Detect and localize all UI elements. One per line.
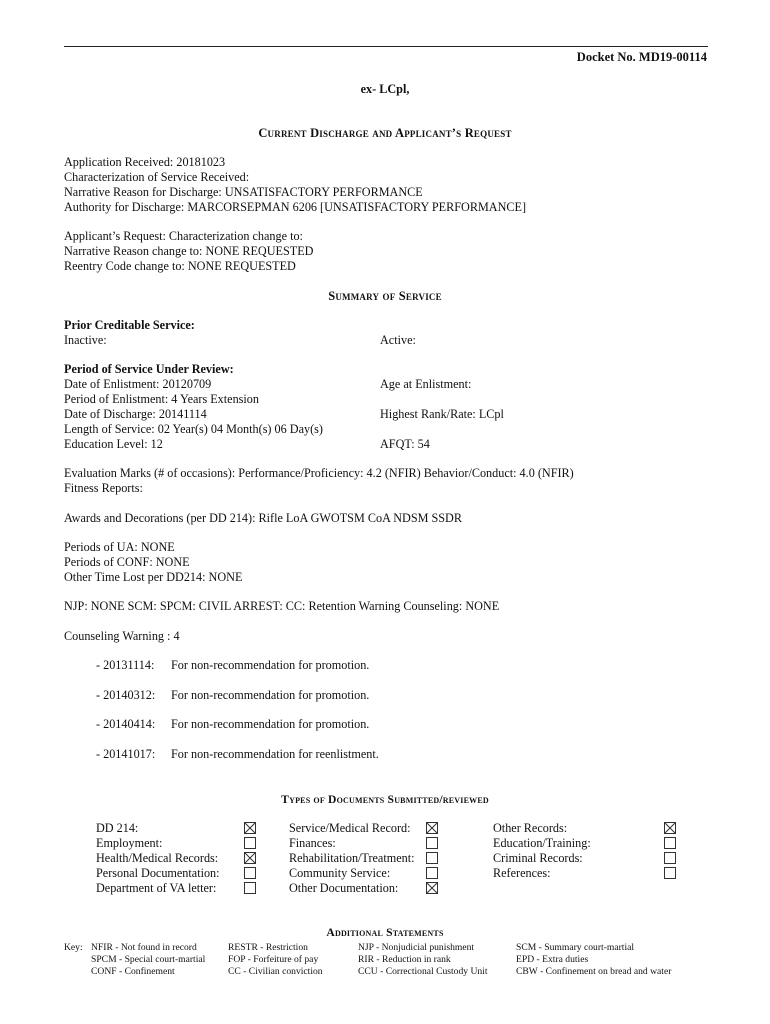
current-discharge-heading: Current Discharge and Applicant’s Request [258, 126, 512, 140]
counseling-date: - 20131114: [96, 658, 155, 672]
periods-of-conf: Periods of CONF: NONE [64, 555, 190, 569]
age-at-enlistment: Age at Enlistment: [380, 377, 472, 391]
header-rule [64, 46, 708, 47]
doc-checkbox[interactable] [426, 867, 438, 879]
check-x-icon [427, 823, 437, 833]
check-x-icon [245, 823, 255, 833]
doc-checkbox[interactable] [664, 852, 676, 864]
njp-line: NJP: NONE SCM: SPCM: CIVIL ARREST: CC: Retention Warning Counseling: NONE [64, 599, 500, 613]
key-entry: CCU - Correctional Custody Unit [358, 966, 488, 977]
doc-checkbox[interactable] [664, 837, 676, 849]
docket-number: Docket No. MD19-00114 [576, 50, 707, 64]
summary-heading: Summary of Service [328, 289, 442, 303]
key-entry: CC - Civilian conviction [228, 966, 323, 977]
reentry-code-change: Reentry Code change to: NONE REQUESTED [64, 259, 296, 273]
doc-label: Education/Training: [493, 836, 591, 850]
check-x-icon [427, 883, 437, 893]
applicant-title: ex- LCpl, [360, 82, 410, 96]
doc-checkbox[interactable] [426, 882, 438, 894]
doc-label: Finances: [289, 836, 336, 850]
check-x-icon [665, 823, 675, 833]
key-entry: FOP - Forfeiture of pay [228, 954, 319, 965]
doc-checkbox[interactable] [426, 852, 438, 864]
application-received: Application Received: 20181023 [64, 155, 226, 169]
evaluation-marks: Evaluation Marks (# of occasions): Performance/Proficiency: 4.2 (NFIR) Behavior/Conduct: 4.0 (NFIR) [64, 466, 574, 480]
counseling-text: For non-recommendation for promotion. [171, 688, 370, 702]
doc-checkbox[interactable] [244, 867, 256, 879]
documents-heading: Types of Documents Submitted/reviewed [281, 793, 489, 806]
date-of-discharge: Date of Discharge: 20141114 [64, 407, 207, 421]
highest-rank: Highest Rank/Rate: LCpl [380, 407, 504, 421]
doc-label: Rehabilitation/Treatment: [289, 851, 415, 865]
key-label: Key: [64, 942, 83, 953]
length-of-service: Length of Service: 02 Year(s) 04 Month(s) 06 Day(s) [64, 422, 323, 436]
key-entry: RIR - Reduction in rank [358, 954, 451, 965]
key-entry: NJP - Nonjudicial punishment [358, 942, 475, 953]
counseling-warning: Counseling Warning : 4 [64, 629, 180, 643]
doc-checkbox[interactable] [426, 837, 438, 849]
doc-checkbox[interactable] [664, 867, 676, 879]
narrative-reason-change: Narrative Reason change to: NONE REQUESTED [64, 244, 314, 258]
inactive-label: Inactive: [64, 333, 107, 347]
counseling-date: - 20140312: [96, 688, 156, 702]
key-entry: CONF - Confinement [91, 966, 175, 977]
doc-label: Criminal Records: [493, 851, 583, 865]
counseling-date: - 20140414: [96, 717, 156, 731]
doc-checkbox[interactable] [664, 822, 676, 834]
doc-label: Personal Documentation: [96, 866, 220, 880]
active-label: Active: [380, 333, 416, 347]
doc-label: Other Documentation: [289, 881, 399, 895]
awards-decorations: Awards and Decorations (per DD 214): Rifle LoA GWOTSM CoA NDSM SSDR [64, 511, 462, 525]
date-of-enlistment: Date of Enlistment: 20120709 [64, 377, 212, 391]
education-level: Education Level: 12 [64, 437, 163, 451]
period-under-review-label: Period of Service Under Review: [64, 362, 234, 376]
key-entry: EPD - Extra duties [516, 954, 589, 965]
applicant-request: Applicant’s Request: Characterization change to: [64, 229, 303, 243]
doc-checkbox[interactable] [244, 882, 256, 894]
counseling-text: For non-recommendation for promotion. [171, 658, 370, 672]
key-entry: SPCM - Special court-martial [91, 954, 206, 965]
doc-label: Community Service: [289, 866, 391, 880]
doc-label: References: [493, 866, 551, 880]
characterization-received: Characterization of Service Received: [64, 170, 250, 184]
key-entry: NFIR - Not found in record [91, 942, 197, 953]
counseling-text: For non-recommendation for promotion. [171, 717, 370, 731]
doc-label: DD 214: [96, 821, 139, 835]
period-of-enlistment: Period of Enlistment: 4 Years Extension [64, 392, 259, 406]
authority-for-discharge: Authority for Discharge: MARCORSEPMAN 6206 [UNSATISFACTORY PERFORMANCE] [64, 200, 527, 214]
doc-checkbox[interactable] [426, 822, 438, 834]
doc-label: Service/Medical Record: [289, 821, 411, 835]
doc-checkbox[interactable] [244, 837, 256, 849]
key-entry: CBW - Confinement on bread and water [516, 966, 672, 977]
narrative-reason: Narrative Reason for Discharge: UNSATISFACTORY PERFORMANCE [64, 185, 423, 199]
additional-heading: Additional Statements [326, 926, 444, 939]
doc-label: Employment: [96, 836, 163, 850]
other-time-lost: Other Time Lost per DD214: NONE [64, 570, 243, 584]
doc-label: Health/Medical Records: [96, 851, 219, 865]
prior-service-label: Prior Creditable Service: [64, 318, 195, 332]
doc-checkbox[interactable] [244, 852, 256, 864]
periods-of-ua: Periods of UA: NONE [64, 540, 175, 554]
key-entry: SCM - Summary court-martial [516, 942, 635, 953]
counseling-text: For non-recommendation for reenlistment. [171, 747, 379, 761]
doc-label: Other Records: [493, 821, 568, 835]
check-x-icon [245, 853, 255, 863]
doc-label: Department of VA letter: [96, 881, 217, 895]
key-entry: RESTR - Restriction [228, 942, 308, 953]
fitness-reports: Fitness Reports: [64, 481, 143, 495]
afqt-score: AFQT: 54 [380, 437, 430, 451]
counseling-date: - 20141017: [96, 747, 156, 761]
doc-checkbox[interactable] [244, 822, 256, 834]
